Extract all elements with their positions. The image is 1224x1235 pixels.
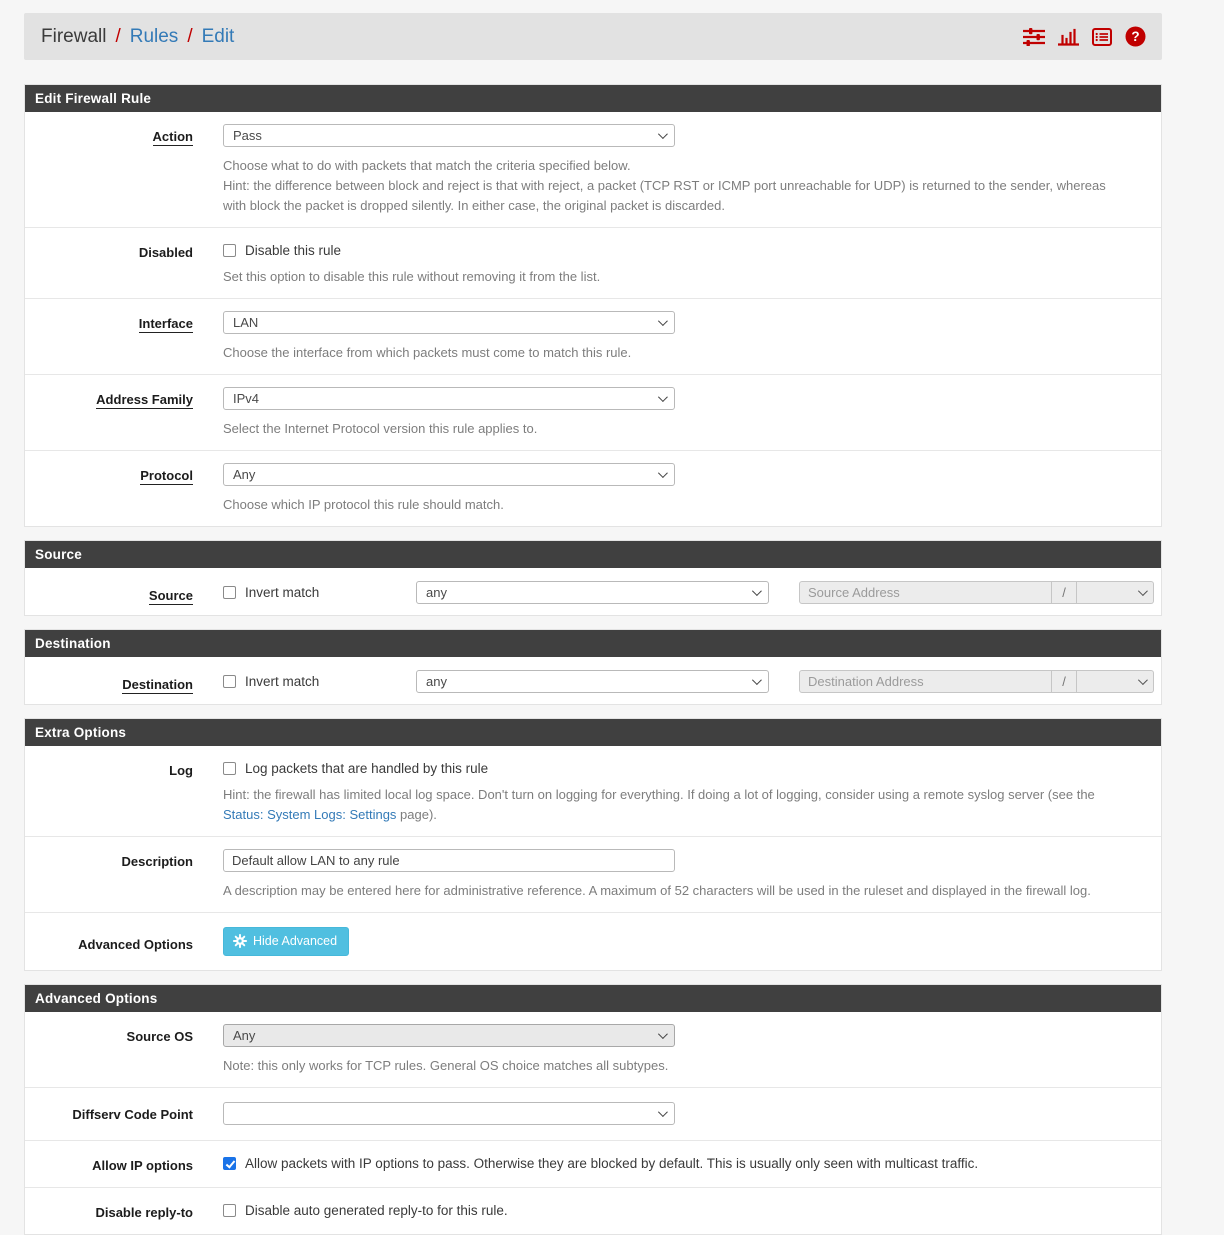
source-label: Source xyxy=(148,588,193,603)
row-protocol xyxy=(25,450,1161,526)
action-help: Choose what to do with packets that match the criteria specified below. Hint: the difference between block and reject is that with reject, a packet (TCP RST or ICMP port unreachable for UDP) is returned to the sender, whereas with block the packet is dropped silently. In either case, the original packet is discarded. xyxy=(223,158,1106,213)
interface-select[interactable] xyxy=(223,311,675,334)
source-invert-checkbox[interactable] xyxy=(223,586,236,599)
advanced-options-label: Advanced Options xyxy=(78,937,193,952)
chevron-down-icon xyxy=(658,129,668,139)
protocol-label: Protocol xyxy=(140,468,193,483)
address-family-select-value: IPv4 xyxy=(233,391,260,406)
system-logs-settings-link[interactable]: Status: System Logs: Settings xyxy=(223,807,397,822)
panel-title: Source xyxy=(25,541,1161,568)
row-destination xyxy=(25,657,1161,704)
chevron-down-icon xyxy=(658,1107,668,1117)
row-source xyxy=(25,568,1161,615)
panel-title: Edit Firewall Rule xyxy=(25,85,1161,112)
diffserv-label: Diffserv Code Point xyxy=(72,1107,193,1122)
chevron-down-icon xyxy=(752,675,762,685)
address-family-select[interactable] xyxy=(223,387,675,410)
interface-label: Interface xyxy=(138,316,193,331)
list-alt-icon[interactable] xyxy=(1092,28,1112,46)
allow-ip-options-checkbox[interactable] xyxy=(223,1157,236,1170)
chevron-down-icon xyxy=(1138,586,1148,596)
disable-reply-to-label: Disable reply-to xyxy=(95,1205,193,1220)
source-mask-select[interactable] xyxy=(1077,581,1154,604)
allow-ip-options-label: Allow IP options xyxy=(92,1158,193,1173)
breadcrumb-section: Firewall xyxy=(41,25,107,47)
source-os-select-value: Any xyxy=(233,1028,256,1043)
panel-title: Advanced Options xyxy=(25,985,1161,1012)
disable-reply-to-checkbox[interactable] xyxy=(223,1204,236,1217)
allow-ip-options-checkbox-label: Allow packets with IP options to pass. Otherwise they are blocked by default. This is usually only seen with multicast traffic. xyxy=(245,1156,979,1171)
log-hint: Hint: the firewall has limited local log space. Don't turn on logging for everything. If doing a lot of logging, consider using a remote syslog server (see the Status: System Logs: Settings page). xyxy=(223,787,1095,822)
diffserv-select[interactable] xyxy=(223,1102,675,1125)
row-advanced-options-toggle xyxy=(25,912,1161,970)
disabled-checkbox-label: Disable this rule xyxy=(245,243,342,258)
source-invert-label: Invert match xyxy=(245,584,320,600)
disabled-label: Disabled xyxy=(138,245,193,260)
protocol-help: Choose which IP protocol this rule should match. xyxy=(223,497,504,512)
destination-invert-checkbox[interactable] xyxy=(223,675,236,688)
panel-title: Extra Options xyxy=(25,719,1161,746)
description-help: A description may be entered here for administrative reference. A maximum of 52 characters will be used in the ruleset and displayed in the firewall log. xyxy=(223,883,1091,898)
source-mask-separator: / xyxy=(1052,581,1077,604)
log-label: Log xyxy=(169,763,193,778)
row-interface xyxy=(25,298,1161,374)
destination-mask-select[interactable] xyxy=(1077,670,1154,693)
source-address-group xyxy=(799,581,1154,604)
destination-label: Destination xyxy=(122,677,193,692)
panel-extra-options xyxy=(24,718,1162,971)
source-os-label: Source OS xyxy=(126,1029,193,1044)
disable-reply-to-checkbox-label: Disable auto generated reply-to for this rule. xyxy=(245,1203,508,1218)
question-circle-icon[interactable] xyxy=(1125,26,1146,47)
row-description xyxy=(25,836,1161,912)
panel-edit-firewall-rule xyxy=(24,84,1162,527)
source-os-help: Note: this only works for TCP rules. General OS choice matches all subtypes. xyxy=(223,1058,669,1073)
destination-invert-label: Invert match xyxy=(245,673,320,689)
disabled-checkbox[interactable] xyxy=(223,244,236,257)
chevron-down-icon xyxy=(658,316,668,326)
address-family-help: Select the Internet Protocol version this rule applies to. xyxy=(223,421,538,436)
breadcrumb-link-rules[interactable]: Rules xyxy=(129,25,179,47)
breadcrumb-separator: / xyxy=(187,25,193,47)
row-allow-ip-options xyxy=(25,1140,1161,1187)
action-select-value: Pass xyxy=(233,128,262,143)
panel-destination xyxy=(24,629,1162,705)
row-disable-reply-to xyxy=(25,1187,1161,1234)
protocol-select-value: Any xyxy=(233,467,256,482)
breadcrumb-link-edit[interactable]: Edit xyxy=(201,25,235,47)
row-action xyxy=(25,112,1161,227)
destination-address-group xyxy=(799,670,1154,693)
description-label: Description xyxy=(121,854,193,869)
panel-advanced-options xyxy=(24,984,1162,1235)
action-label: Action xyxy=(152,129,193,144)
address-family-label: Address Family xyxy=(96,392,193,407)
bar-chart-icon[interactable] xyxy=(1058,28,1079,46)
source-address-input[interactable] xyxy=(799,581,1052,604)
chevron-down-icon xyxy=(658,1029,668,1039)
row-disabled xyxy=(25,227,1161,298)
breadcrumb xyxy=(24,13,1162,60)
sliders-icon[interactable] xyxy=(1023,28,1045,46)
hide-advanced-button-label: Hide Advanced xyxy=(253,934,338,948)
source-type-select[interactable] xyxy=(416,581,769,604)
interface-select-value: LAN xyxy=(233,315,259,330)
chevron-down-icon xyxy=(658,468,668,478)
chevron-down-icon xyxy=(752,586,762,596)
destination-address-input[interactable] xyxy=(799,670,1052,693)
description-input[interactable] xyxy=(223,849,675,872)
disabled-help: Set this option to disable this rule without removing it from the list. xyxy=(223,269,601,284)
destination-type-select[interactable] xyxy=(416,670,769,693)
row-address-family xyxy=(25,374,1161,450)
destination-mask-separator: / xyxy=(1052,670,1077,693)
log-checkbox[interactable] xyxy=(223,762,236,775)
breadcrumb-separator: / xyxy=(115,25,121,47)
interface-help: Choose the interface from which packets must come to match this rule. xyxy=(223,345,632,360)
destination-type-value: any xyxy=(426,673,447,689)
source-os-select[interactable] xyxy=(223,1024,675,1047)
action-select[interactable] xyxy=(223,124,675,147)
protocol-select[interactable] xyxy=(223,463,675,486)
hide-advanced-button[interactable] xyxy=(223,927,349,956)
gear-icon xyxy=(233,934,247,948)
panel-title: Destination xyxy=(25,630,1161,657)
row-source-os xyxy=(25,1012,1161,1087)
svg-text:?: ? xyxy=(1131,29,1140,45)
chevron-down-icon xyxy=(1138,675,1148,685)
log-checkbox-label: Log packets that are handled by this rule xyxy=(245,761,489,776)
chevron-down-icon xyxy=(658,392,668,402)
row-log xyxy=(25,746,1161,836)
panel-source xyxy=(24,540,1162,616)
source-type-value: any xyxy=(426,584,447,600)
row-diffserv xyxy=(25,1087,1161,1140)
